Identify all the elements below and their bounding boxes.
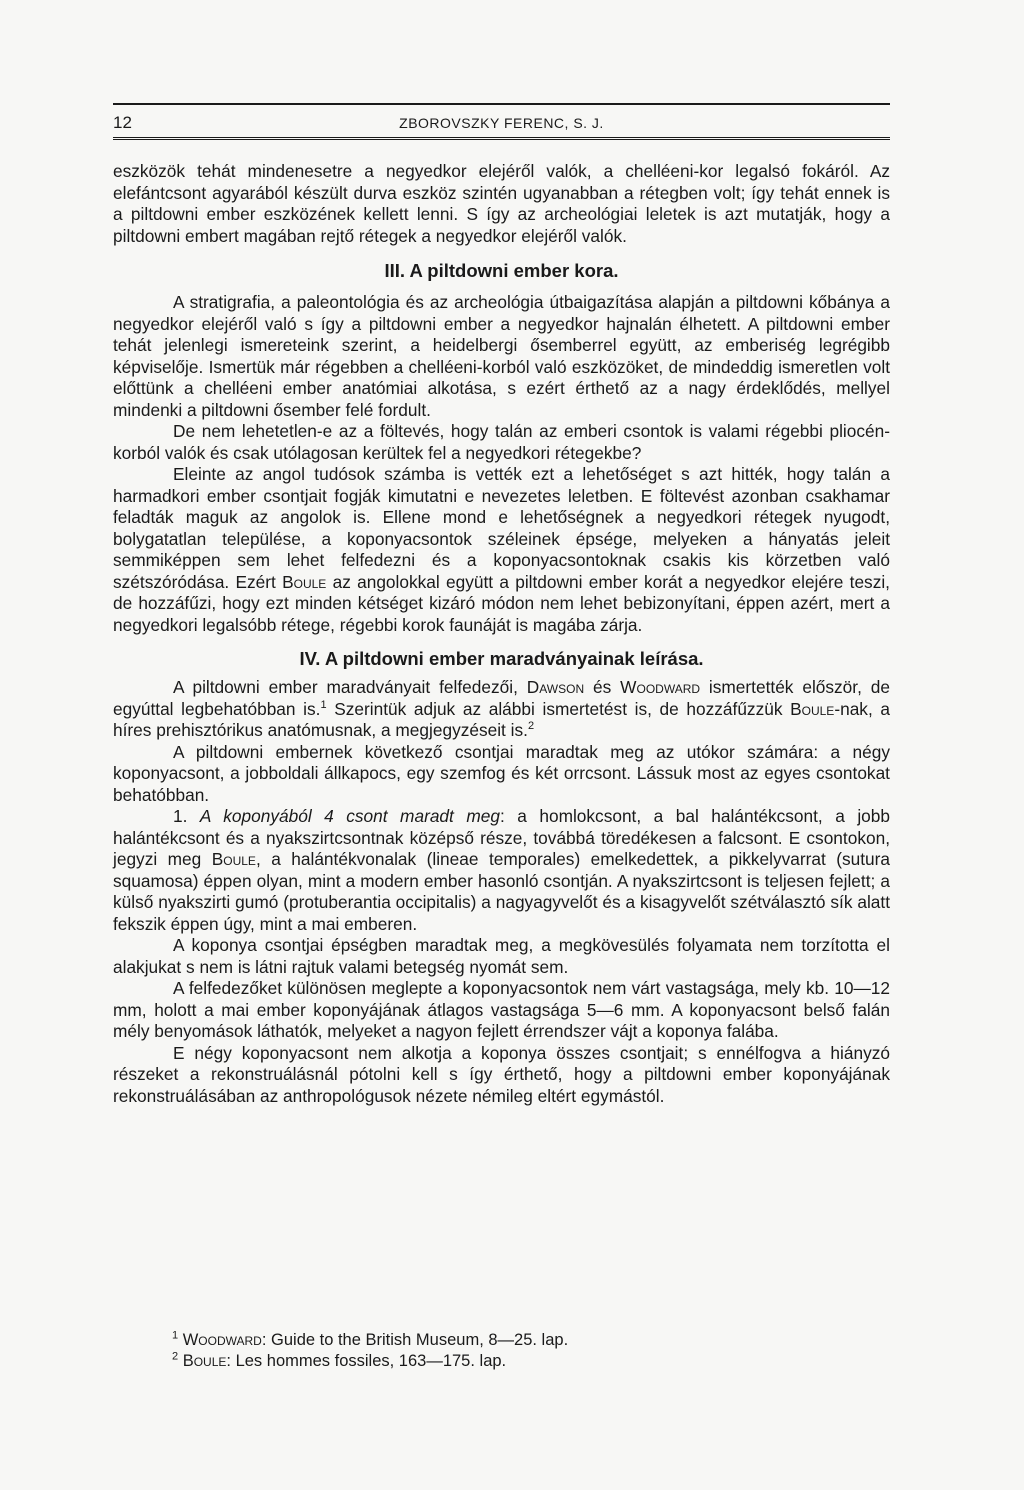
footnote-ref-2: 2 bbox=[527, 720, 535, 733]
section-heading-3: III. A piltdowni ember kora. bbox=[384, 260, 619, 281]
paragraph-6: A piltdowni embernek következő csontjai maradtak meg az utókor számára: a négy koponyacsont, a jobboldali állkapocs, egy szemfog és két orrcsont. Lássuk most az egyes csontokat behatóbban. bbox=[113, 741, 890, 805]
section-heading-4: IV. A piltdowni ember maradványainak leírása. bbox=[299, 648, 704, 669]
header-rule-bottom bbox=[113, 137, 890, 143]
running-title: ZBOROVSZKY FERENC, S. J. bbox=[399, 115, 604, 131]
paragraph-8: A koponya csontjai épségben maradtak meg, a megkövesülés folyamata nem torzította el alakjukat s nem is látni rajtuk valami betegség nyomát sem. bbox=[113, 935, 890, 977]
p7-text-a: : a homlokcsont, a bal halántékcsont, a jobb halántékcsont és a nyakszirtcsontnak középső része, továbbá töredékesen a falcsont. E csontokon, jegyzi meg bbox=[113, 806, 890, 869]
footnote-1-text: : Guide to the British Museum, 8—25. lap. bbox=[261, 1331, 569, 1349]
paragraph-3: De nem lehetetlen-e az a föltevés, hogy talán az emberi csontok is valami régebbi pliocén-korból valók és csak utólagosan kerültek fel a negyedkori rétegekbe? bbox=[113, 421, 890, 463]
footnote-ref-1: 1 bbox=[320, 698, 327, 711]
footnote-mark-2: 2 bbox=[172, 1350, 179, 1363]
p7-text-b: , a halántékvonalak (lineae temporales) emelkedettek, a pikkelyvarrat (sutura squamosa) éppen olyan, mint a modern ember hasonló csontján. A nyakszirtcsont is teljesen fejlett; a külső nyakszirti gumó (protuberantia occipitalis) a nagyagyvelőt és a kisagyvelőt szétválasztó sík alatt fekszik éppen úgy, mint a mai emberen. bbox=[113, 849, 890, 934]
footnote-1 bbox=[172, 1330, 872, 1351]
paragraph-7 bbox=[113, 806, 890, 935]
paragraph-2: A stratigrafia, a paleontológia és az archeológia útbaigazítása alapján a piltdowni kőbánya a negyedkor elejéről való s így a piltdowni ember a negyedkor hajnalán élhetett. A piltdowni ember tehát jelenlegi ismereteink szerint, a heidelbergi ősemberrel együtt, az emberiség legrégibb képviselője. Ismertük már régebben a chelléeni-korból való eszközöket, de mindeddig ismeretlen volt előttünk a chelléeni ember anatómiai alkotása, s ezért érthető az a nagy érdeklődés, mellyel mindenki a piltdowni ősember felé fordult. bbox=[113, 292, 890, 420]
p7-italic-phrase: A koponyából 4 csont maradt meg bbox=[199, 806, 500, 826]
footnote-author-woodward: Woodward bbox=[182, 1331, 262, 1349]
p5-text-a: A piltdowni ember maradványait felfedezői, bbox=[173, 677, 527, 697]
p5-text-d: -nak, a híres prehisztórikus anatómusnak, a megjegyzéseit is. bbox=[113, 698, 890, 740]
p5-text-c: Szerintük adjuk az alábbi ismertetést is, de hozzáfűzzük bbox=[326, 698, 791, 719]
author-name-boule-3: Boule bbox=[211, 849, 256, 869]
p4-text-b: az angolokkal együtt a piltdowni ember korát a negyedkor elejére teszi, de hozzáfűzi, hogy ezt minden kétséget kizáró módon nem lehet bebizonyítani, éppen azért, mert a negyedkori legalsóbb rétege, régebbi korok faunáját is magába zárja. bbox=[113, 571, 890, 635]
paragraph-5 bbox=[113, 677, 890, 742]
footnote-2 bbox=[172, 1351, 872, 1372]
p5-text-b: ismertették először, de egyúttal legbehatóbban is. bbox=[113, 677, 890, 719]
page-body bbox=[113, 161, 890, 1107]
page-number: 12 bbox=[113, 113, 132, 132]
paragraph-4 bbox=[113, 464, 890, 636]
footnote-2-text: : Les hommes fossiles, 163—175. lap. bbox=[226, 1352, 507, 1370]
author-name-boule: Boule bbox=[282, 571, 327, 592]
page-header bbox=[113, 103, 890, 143]
header-rule-top bbox=[113, 103, 890, 105]
footnotes bbox=[172, 1330, 872, 1372]
author-name-woodward: Woodward bbox=[620, 677, 701, 697]
paragraph-9: A felfedezőket különösen meglepte a koponyacsontok nem várt vastagsága, mely kb. 10—12 mm, holott a mai ember koponyájának átlagos vastagsága 5—6 mm. A koponyacsont belső falán mély benyomások láthatók, melyeket a nagyon fejlett érrendszer vájt a koponya falába. bbox=[113, 978, 890, 1041]
author-name-dawson: Dawson bbox=[526, 677, 585, 697]
footnote-author-boule: Boule bbox=[182, 1352, 227, 1370]
p5-text-and: és bbox=[584, 677, 621, 697]
footnote-mark-1: 1 bbox=[172, 1329, 179, 1342]
author-name-boule-2: Boule bbox=[790, 698, 835, 719]
p4-text-a: Eleinte az angol tudósok számba is vették ezt a lehetőséget s azt hitték, hogy talán a harmadkori ember csontjait fogják kimutatni e nevezetes leletben. E föltevést azonban csakhamar feladták maguk az angolok is. Ellene mond e lehetőségnek a negyedkori rétegek nyugodt, bolygatatlan települése, a koponyacsontok széleinek épsége, melyeken a hányatás jeleit semmiképpen sem lehet felfedezni és a koponyacsontoknak csakis kis körzetben való szétszóródása. Ezért bbox=[113, 464, 890, 592]
paragraph-1: eszközök tehát mindenesetre a negyedkor elejéről valók, a chelléeni-kor legalsó fokáról. Az elefántcsont agyarából készült durva eszköz szintén ugyanabban a rétegben volt; így tehát ennek is a piltdowni ember eszközének kellett lenni. S így az archeológiai leletek is azt mutatják, hogy a piltdowni embert magában rejtő rétegek a negyedkor elejéről valók. bbox=[113, 161, 890, 246]
p7-number: 1. bbox=[173, 806, 200, 826]
paragraph-10: E négy koponyacsont nem alkotja a koponya összes csontjait; s ennélfogva a hiányzó részeket a rekonstruálásnál pótolni kell s így érthető, hogy a piltdowni ember koponyájának rekonstruálásában az anthropológusok nézete némileg eltért egymástól. bbox=[113, 1042, 890, 1106]
